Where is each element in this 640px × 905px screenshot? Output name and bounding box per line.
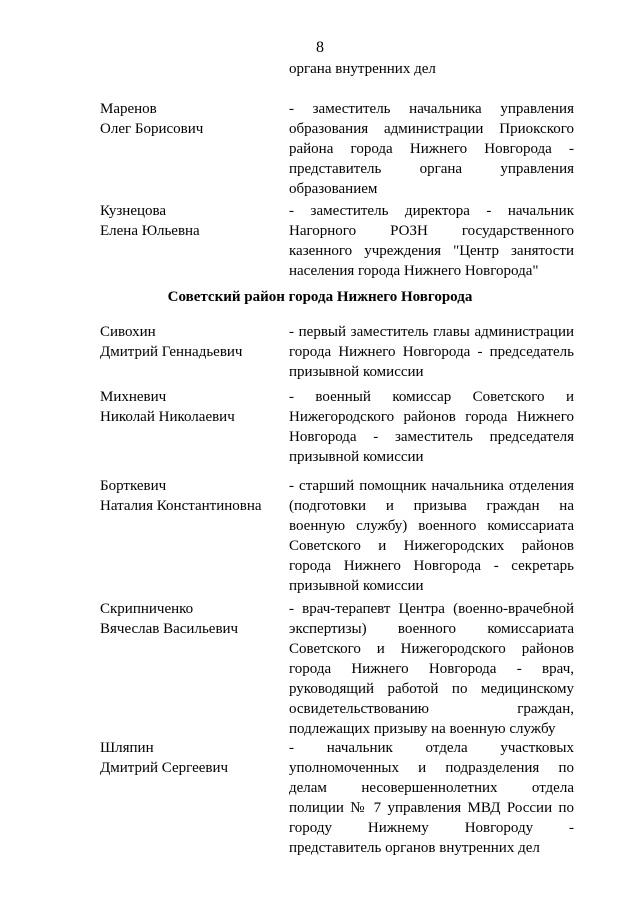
- member-given-names: Наталия Константиновна: [100, 498, 262, 514]
- role-line: Советского и Нижегородских районов: [289, 538, 574, 554]
- role-line: Нагорного РОЗН государственного: [289, 223, 574, 239]
- member-name: [100, 738, 280, 778]
- member-given-names: Елена Юльевна: [100, 223, 200, 239]
- member-surname: Шляпин: [100, 740, 154, 756]
- role-line: - начальник отдела участковых: [289, 740, 574, 756]
- member-surname: Сивохин: [100, 324, 156, 340]
- member-name: [100, 322, 280, 362]
- role-line: Новгорода - заместитель председателя: [289, 429, 574, 445]
- section-heading: Советский район города Нижнего Новгорода: [167, 289, 473, 305]
- role-line: представитель органа управления: [289, 161, 574, 177]
- member-given-names: Олег Борисович: [100, 121, 204, 137]
- role-line: подлежащих призыву на военную службу: [289, 721, 556, 737]
- role-line: призывной комиссии: [289, 449, 424, 465]
- role-line: образованием: [289, 181, 378, 197]
- page-number: 8: [316, 39, 324, 56]
- role-line: города Нижнего Новгорода - врач,: [289, 661, 574, 677]
- member-surname: Скрипниченко: [100, 601, 194, 617]
- role-line: - заместитель директора - начальник: [289, 203, 574, 219]
- member-given-names: Дмитрий Сергеевич: [100, 760, 229, 776]
- role-line: военную службу) военного комиссариата: [289, 518, 574, 534]
- role-line: уполномоченных и подразделения по: [289, 760, 574, 776]
- member-role: [289, 738, 574, 858]
- member-name: [100, 599, 280, 639]
- role-line: городу Нижнему Новгороду -: [289, 820, 574, 836]
- continuation-text: органа внутренних дел: [289, 61, 436, 77]
- role-line: (подготовки и призыва граждан на: [289, 498, 574, 514]
- role-line: - врач-терапевт Центра (военно-врачебной: [289, 601, 574, 617]
- role-line: города Нижнего Новгорода - секретарь: [289, 558, 574, 574]
- member-role: [289, 599, 574, 739]
- member-given-names: Вячеслав Васильевич: [100, 621, 239, 637]
- member-role: [289, 322, 574, 382]
- role-line: призывной комиссии: [289, 578, 424, 594]
- role-line: города Нижнего Новгорода - председатель: [289, 344, 574, 360]
- role-line: населения города Нижнего Новгорода": [289, 263, 539, 279]
- member-surname: Кузнецова: [100, 203, 167, 219]
- role-line: Советского и Нижегородского районов: [289, 641, 574, 657]
- role-line: экспертизы) военного комиссариата: [289, 621, 574, 637]
- role-line: делам несовершеннолетних отдела: [289, 780, 574, 796]
- role-line: образования администрации Приокского: [289, 121, 574, 137]
- member-role: [289, 387, 574, 467]
- member-role: [289, 201, 574, 281]
- member-surname: Маренов: [100, 101, 157, 117]
- role-line: освидетельствованию граждан,: [289, 701, 574, 717]
- member-role: [289, 99, 574, 199]
- role-line: Нижегородского районов города Нижнего: [289, 409, 574, 425]
- member-name: [100, 476, 280, 516]
- member-surname: Борткевич: [100, 478, 167, 494]
- role-line: призывной комиссии: [289, 364, 424, 380]
- role-line: - старший помощник начальника отделения: [289, 478, 574, 494]
- member-given-names: Николай Николаевич: [100, 409, 235, 425]
- role-line: - первый заместитель главы администрации: [289, 324, 574, 340]
- member-given-names: Дмитрий Геннадьевич: [100, 344, 243, 360]
- member-surname: Михневич: [100, 389, 167, 405]
- role-line: района города Нижнего Новгорода -: [289, 141, 574, 157]
- member-name: [100, 99, 280, 139]
- role-line: - заместитель начальника управления: [289, 101, 574, 117]
- role-line: казенного учреждения "Центр занятости: [289, 243, 574, 259]
- role-line: руководящий работой по медицинскому: [289, 681, 574, 697]
- member-name: [100, 201, 280, 241]
- role-line: - военный комиссар Советского и: [289, 389, 574, 405]
- role-line: представитель органов внутренних дел: [289, 840, 540, 856]
- member-role: [289, 476, 574, 596]
- member-name: [100, 387, 280, 427]
- role-line: полиции № 7 управления МВД России по: [289, 800, 574, 816]
